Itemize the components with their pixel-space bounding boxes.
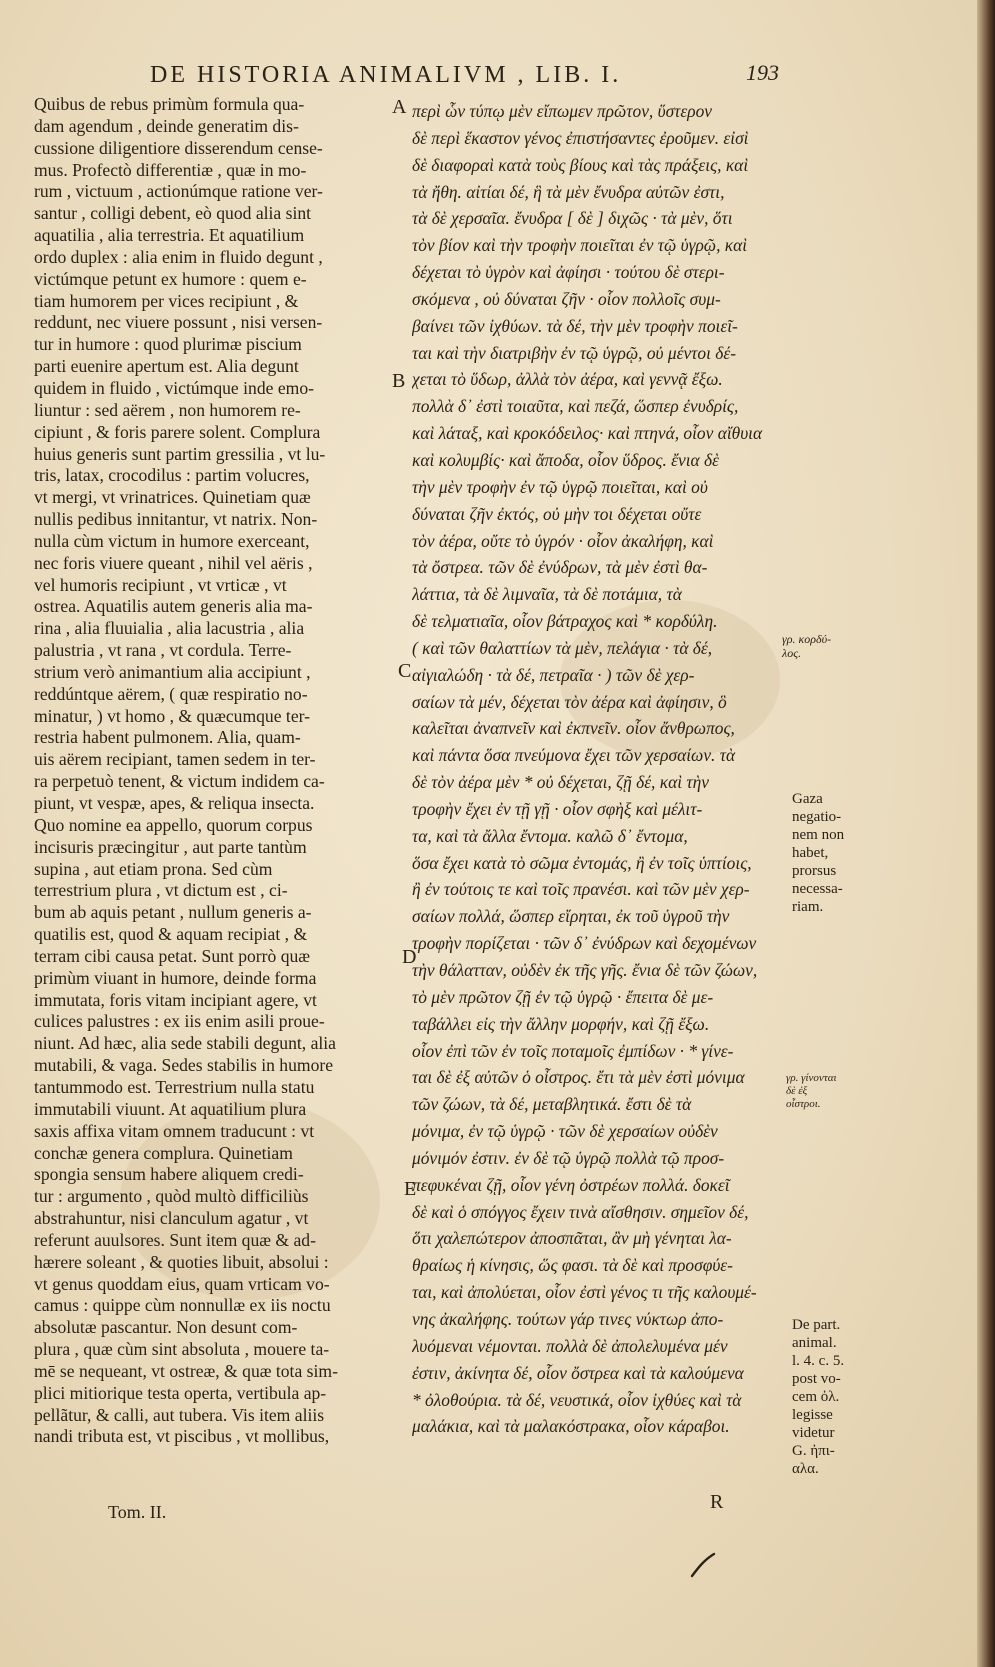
note-line: αλα. — [792, 1461, 819, 1477]
text-line: liuntur : sed aërem , non humorem re- — [34, 399, 301, 420]
text-line: πεφυκέναι ζῇ, οἷον γένη ὀστρέων πολλά. δοκεῖ — [412, 1174, 730, 1195]
text-line: immutata, foris vitam incipiant agere, vt — [34, 989, 317, 1010]
note-line: necessa- — [792, 881, 843, 897]
note-line: δὲ ἐξ — [786, 1085, 808, 1097]
text-line: τὸν βίον καὶ τὴν τροφὴν ποιεῖται ἐν τῷ ὑγρῷ, καὶ — [412, 235, 748, 256]
text-line: parti euenire apertum est. Alia degunt — [34, 356, 299, 377]
text-line: δὲ καὶ ὁ σπόγγος ἔχειν τινὰ αἴσθησιν. σημεῖον δέ, — [412, 1201, 749, 1222]
text-line: tur in humore : quod plurimæ piscium — [34, 334, 302, 355]
text-line: cipiunt , & foris parere solent. Complura — [34, 421, 321, 442]
text-line: ordo duplex : alia enim in fluido degunt , — [34, 246, 323, 267]
text-line: τα, καὶ τὰ ἄλλα ἔντομα. καλῶ δ᾽ ἔντομα, — [412, 825, 688, 846]
text-line: absolutæ pascantur. Non desunt com- — [34, 1317, 298, 1338]
note-line: videtur — [792, 1425, 835, 1441]
note-line: negatio- — [792, 809, 842, 825]
text-line: cussione diligentiore disserendum cense- — [34, 137, 323, 158]
text-line: bum ab aquis petant , nullum generis a- — [34, 902, 312, 923]
text-line: terrestrium plura , vt dictum est , ci- — [34, 880, 288, 901]
text-line: * ὀλοθούρια. τὰ δέ, νευστικά, οἷον ἰχθύες καὶ τὰ — [412, 1389, 742, 1410]
text-line: ra perpetuò tenent, & victum indidem ca- — [34, 771, 325, 792]
text-line: reddúntque aërem, ( quæ respiratio no- — [34, 683, 308, 704]
note-line: prorsus — [792, 863, 837, 879]
text-line: χεται τὸ ὕδωρ, ἀλλὰ τὸν ἀέρα, καὶ γεννᾷ ἔξω. — [412, 369, 723, 390]
text-line: tris, latax, crocodilus : partim volucres, — [34, 465, 310, 486]
text-line: τῶν ζώων, τὰ δέ, μεταβλητικά. ἔστι δὲ τὰ — [412, 1094, 692, 1115]
signature-mark: R — [710, 1491, 724, 1513]
text-line: huius generis sunt partim gressilia , vt lu- — [34, 443, 326, 464]
book-binding-edge — [977, 0, 995, 1667]
note-line: λος. — [782, 646, 802, 660]
note-line: habet, — [792, 845, 829, 861]
text-line: τροφὴν πορίζεται · τῶν δ᾽ ἐνύδρων καὶ δεχομένων — [412, 933, 757, 954]
text-line: αἰγιαλώδη · τὰ δέ, πετραῖα · ) τῶν δὲ χερ- — [412, 664, 695, 685]
note-line: riam. — [792, 899, 824, 915]
text-line: λάττια, τὰ δὲ λιμναῖα, τὰ δὲ ποτάμια, τὰ — [412, 584, 682, 605]
note-line: Gaza — [792, 791, 823, 807]
text-line: primùm viuant in humore, deinde forma — [34, 967, 317, 988]
note-line: animal. — [792, 1335, 837, 1351]
text-line: σκόμενα , οὐ δύναται ζῆν · οἷον πολλοῖς συμ- — [412, 288, 721, 309]
note-line: γρ. γίνονται — [786, 1072, 837, 1084]
note-line: γρ. κορδύ- — [782, 632, 832, 646]
text-line: καλεῖται ἀναπνεῖν καὶ ἐκπνεῖν. οἷον ἄνθρωπος, — [412, 718, 735, 739]
text-line: νης ἀκαλήφης. τούτων γάρ τινες νύκτωρ ἀπο- — [412, 1308, 724, 1329]
text-line: tiam humorem per vices recipiunt , & — [34, 290, 299, 311]
text-line: δέχεται τὸ ὑγρὸν καὶ ἀφίησι · τούτου δὲ στερι- — [412, 262, 725, 283]
text-line: θραίως ἡ κίνησις, ὥς φασι. τὰ δὲ καὶ προσφύε- — [412, 1255, 733, 1276]
text-line: abstrahuntur, nisi clanculum agatur , vt — [34, 1208, 309, 1229]
text-line: ostrea. Aquatilis autem generis alia ma- — [34, 596, 313, 617]
note-line: cem ὀλ. — [792, 1389, 840, 1405]
text-line: nec foris viuere queant , nihil vel aëris , — [34, 552, 313, 573]
text-line: καὶ κολυμβίς· καὶ ἄποδα, οἷον ὕδρος. ἔνια δὲ — [412, 449, 719, 470]
text-line: immutabili viuunt. At aquatilium plura — [34, 1098, 307, 1119]
text-line: λυόμεναι νέμονται. πολλὰ δὲ ἀπολελυμένα μέν — [412, 1335, 728, 1356]
text-line: ἢ ἐν τούτοις τε καὶ τοῖς πρανέσι. καὶ τῶν μὲν χερ- — [412, 879, 750, 900]
text-line: plici mitiorique testa operta, vertibula ap- — [34, 1382, 327, 1403]
text-line: τὰ δὲ χερσαῖα. ἔνυδρα [ δὲ ] διχῶς · τὰ μὲν, ὅτι — [412, 208, 733, 229]
text-line: τὰ ἤθη. αἰτίαι δέ, ἣ τὰ μὲν ἔνυδρα αὐτῶν ἐστι, — [412, 181, 725, 202]
text-line: niunt. Ad hæc, alia sede stabili degunt, alia — [34, 1033, 336, 1054]
text-line: τὴν μὲν τροφὴν ἐν τῷ ὑγρῷ ποιεῖται, καὶ οὐ — [412, 476, 708, 497]
text-line: strium verò animantium alia accipiunt , — [34, 661, 311, 682]
text-line: saxis affixa vitam omnem traducunt : vt — [34, 1120, 315, 1141]
section-letter-d: D — [402, 946, 417, 968]
text-line: σαίων τὰ μέν, δέχεται τὸν ἀέρα καὶ ἀφίησιν, ὃ — [412, 691, 727, 712]
text-line: piunt, vt vespæ, apes, & reliqua insecta. — [34, 793, 315, 813]
text-line: spongia sensum habere aliquem credi- — [34, 1164, 304, 1185]
latin-column — [34, 94, 407, 1448]
text-line: culices palustres : ex iis enim asili proue- — [34, 1011, 325, 1032]
text-line: τὰ ὄστρεα. τῶν δὲ ἐνύδρων, τὰ μὲν ἐστὶ θα- — [412, 557, 708, 578]
greek-column — [412, 98, 788, 1440]
text-line: τροφὴν ἔχει ἐν τῇ γῇ · οἷον σφὴξ καὶ μέλιτ- — [412, 798, 703, 819]
text-line: rum , victuum , actionúmque ratione ver- — [34, 181, 323, 202]
text-line: περὶ ὧν τύπῳ μὲν εἴπωμεν πρῶτον, ὕστερον — [412, 101, 713, 121]
text-line: mus. Profectò differentiæ , quæ in mo- — [34, 159, 307, 180]
text-line: βαίνει τῶν ἰχθύων. τὰ δέ, τὴν μὲν τροφὴν ποιεῖ- — [412, 315, 738, 336]
text-line: vel humoris recipiunt , vt vrticæ , vt — [34, 574, 287, 595]
text-line: incisuris præcingitur , aut parte tantùm — [34, 836, 307, 857]
text-line: nulla cùm victum in humore exerceant, — [34, 530, 310, 551]
note-line: G. ἠπι- — [792, 1443, 835, 1459]
text-line: mē se nequeant, vt ostreæ, & quæ tota sim- — [34, 1360, 338, 1381]
text-line: rina , alia fluuialia , alia lacustria , alia — [34, 618, 305, 639]
text-line: victúmque petunt ex humore : quem e- — [34, 268, 307, 289]
text-line: quidem in fluido , victúmque inde emo- — [34, 377, 314, 398]
text-line: ται, καὶ ἀπολύεται, οἷον ἐστὶ γένος τι τῆς καλουμέ- — [412, 1282, 757, 1303]
tome-footer: Tom. II. — [108, 1502, 167, 1522]
text-line: tur : argumento , quòd multò difficiliùs — [34, 1186, 309, 1207]
text-line: μόνιμόν ἐστιν. ἐν δὲ τῷ ὑγρῷ πολλὰ τῷ προσ- — [412, 1147, 725, 1168]
text-line: dam agendum , deinde generatim dis- — [34, 115, 299, 136]
note-line: De part. — [792, 1317, 841, 1333]
text-line: δύναται ζῆν ἐκτός, οὐ μὴν τοι δέχεται οὔτε — [412, 503, 702, 524]
text-line: restria habent pulmonem. Alia, quam- — [34, 727, 301, 748]
text-line: δὲ διαφοραὶ κατὰ τοὺς βίους καὶ τὰς πράξεις, καὶ — [412, 154, 749, 175]
text-line: δὲ τελματιαῖα, οἷον βάτραχος καὶ * κορδύλη. — [412, 611, 718, 632]
text-line: ται καὶ τὴν διατριβὴν ἐν τῷ ὑγρῷ, οὐ μέντοι δέ- — [412, 342, 736, 363]
note-line: οἶστροι. — [786, 1098, 821, 1110]
text-line: μαλάκια, καὶ τὰ μαλακόστρακα, οἷον κάραβοι. — [412, 1416, 730, 1437]
text-line: uis aërem recipiant, tamen sedem in ter- — [34, 749, 316, 770]
text-line: nandi tributa est, vt piscibus , vt mollibus, — [34, 1426, 330, 1447]
text-line: καὶ πάντα ὅσα πνεύμονα ἔχει τῶν χερσαίων. τὰ — [412, 745, 736, 766]
text-line: καὶ λάταξ, καὶ κροκόδειλος· καὶ πτηνά, οἷον αἴθυια — [412, 423, 763, 444]
text-line: δὲ τὸν ἀέρα μὲν * οὐ δέχεται, ζῇ δέ, καὶ τὴν — [412, 772, 709, 793]
note-line: l. 4. c. 5. — [792, 1353, 845, 1369]
text-line: vt mergi, vt vrinatrices. Quinetiam quæ — [34, 487, 311, 508]
text-line: nullis pedibus innitantur, vt natrix. Non- — [34, 509, 318, 530]
text-line: οἷον ἐπὶ τῶν ἐν τοῖς ποταμοῖς ἐμπίδων · * γίνε- — [412, 1040, 734, 1061]
section-letter-a: A — [392, 96, 407, 118]
text-line: σαίων πολλά, ὥσπερ εἴρηται, ἐκ τοῦ ὑγροῦ τὴν — [412, 906, 730, 927]
text-line: ταβάλλει εἰς τὴν ἄλλην μορφήν, καὶ ζῇ ἔξω. — [412, 1013, 710, 1034]
text-line: tantummodo est. Terrestrium nulla statu — [34, 1076, 315, 1097]
margin-note-gaza — [792, 790, 844, 916]
text-line: santur , colligi debent, eò quod alia sint — [34, 203, 312, 224]
text-line: Quibus de rebus primùm formula qua- — [34, 94, 305, 114]
text-line: minatur, ) vt homo , & quæcumque ter- — [34, 705, 310, 726]
text-line: ( καὶ τῶν θαλαττίων τὰ μὲν, πελάγια · τὰ δέ, — [412, 637, 713, 658]
section-letter-e: E — [404, 1178, 417, 1200]
text-line: hærere soleant , & quoties libuit, absolui : — [34, 1251, 329, 1272]
margin-note-departibus — [792, 1316, 844, 1478]
text-line: δὲ περὶ ἕκαστον γένος ἐπιστήσαντες ἐροῦμεν. εἰσὶ — [412, 127, 749, 148]
text-line: ὅτι χαλεπώτερον ἀποσπᾶται, ἂν μὴ γένηται λα- — [412, 1228, 732, 1249]
text-line: conchæ genera complura. Quinetiam — [34, 1142, 293, 1163]
text-line: pellãtur, & calli, aut tubera. Vis item aliis — [34, 1404, 325, 1425]
text-line: ἐστιν, ἀκίνητα δέ, οἷον ὄστρεα καὶ τὰ καλούμενα — [412, 1362, 744, 1383]
page-number: 193 — [746, 60, 779, 85]
text-line: πολλὰ δ᾽ ἐστὶ τοιαῦτα, καὶ πεζά, ὥσπερ ἐνυδρίς, — [412, 396, 739, 417]
text-line: aquatilia , alia terrestria. Et aquatilium — [34, 225, 305, 246]
text-line: τὸ μὲν πρῶτον ζῇ ἐν τῷ ὑγρῷ · ἔπειτα δὲ με- — [412, 986, 714, 1007]
text-line: camus : quippe cùm nonnullæ ex iis noctu — [34, 1295, 331, 1316]
text-line: μόνιμα, ἐν τῷ ὑγρῷ · τῶν δὲ χερσαίων οὐδὲν — [412, 1121, 718, 1142]
text-line: referunt auulsores. Sunt item quæ & ad- — [34, 1229, 316, 1250]
text-line: vt genus quoddam eius, quam vrticam vo- — [34, 1273, 330, 1294]
margin-note-kordyle — [782, 632, 831, 660]
text-line: plura , quæ cùm sint absoluta , mouere ta- — [34, 1339, 330, 1360]
text-line: ὅσα ἔχει κατὰ τὸ σῶμα ἐντομάς, ἢ ἐν τοῖς ὑπτίοις, — [412, 852, 752, 873]
ink-scribble-icon — [688, 1550, 718, 1580]
text-line: terram cibi causa petat. Sunt porrò quæ — [34, 945, 311, 966]
text-line: mutabili, & vaga. Sedes stabilis in humore — [34, 1055, 334, 1076]
section-letter-b: B — [392, 370, 406, 392]
margin-note-estros — [786, 1072, 837, 1111]
text-line: Quo nomine ea appello, quorum corpus — [34, 814, 313, 835]
text-line: τὴν θάλατταν, οὐδὲν ἐκ τῆς γῆς. ἔνια δὲ τῶν ζώων, — [412, 960, 758, 980]
text-line: ται δὲ ἐξ αὐτῶν ὁ οἶστρος. ἔτι τὰ μὲν ἐστὶ μόνιμα — [412, 1067, 745, 1088]
text-line: quatilis est, quod & aquam recipiat , & — [34, 924, 308, 945]
text-line: reddunt, nec viuere possunt , nisi versen- — [34, 312, 323, 333]
section-letter-c: C — [398, 660, 412, 682]
note-line: post vo- — [792, 1371, 841, 1387]
text-line: supina , aut etiam prona. Sed cùm — [34, 858, 273, 879]
running-title: DE HISTORIA ANIMALIVM , LIB. I. — [150, 62, 622, 88]
note-line: nem non — [792, 827, 845, 843]
text-line: palustria , vt rana , vt cordula. Terre- — [34, 640, 292, 661]
note-line: legisse — [792, 1407, 833, 1423]
text-line: τὸν ἀέρα, οὔτε τὸ ὑγρόν · οἷον ἀκαλήφη, καὶ — [412, 530, 714, 551]
